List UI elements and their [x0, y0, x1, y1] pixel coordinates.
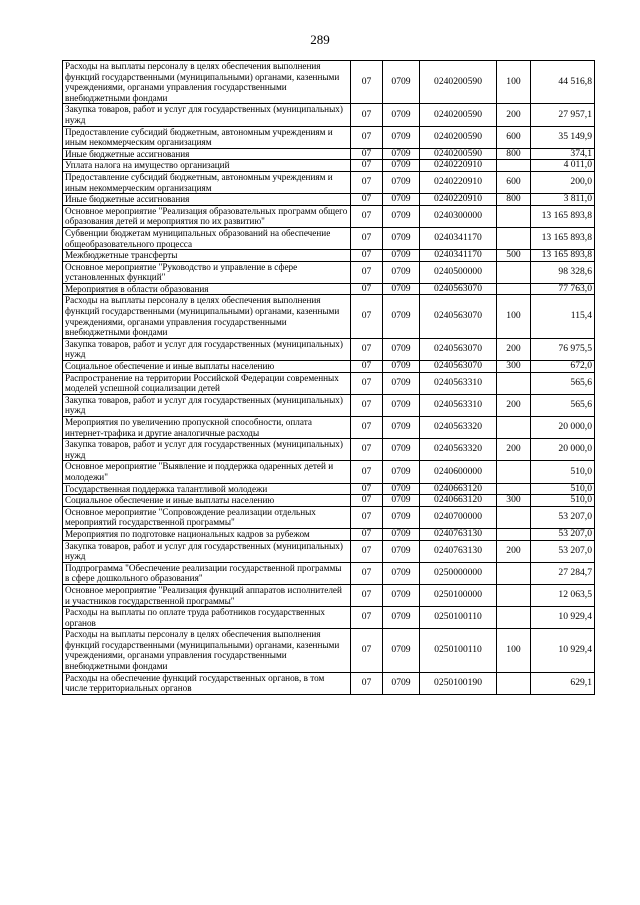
subsection-code-cell: 0709: [383, 528, 420, 540]
target-article-cell: 0250000000: [420, 562, 497, 584]
table-row: [63, 562, 595, 584]
amount-cell: 53 207,0: [531, 506, 595, 528]
table-row: [63, 205, 595, 227]
expense-name-cell: Подпрограмма "Обеспечение реализации государственной программы в сфере дошкольного образования": [63, 562, 351, 584]
subsection-code-cell: 0709: [383, 250, 420, 262]
amount-cell: 35 149,9: [531, 126, 595, 148]
target-article-cell: 0240300000: [420, 205, 497, 227]
table-row: [63, 261, 595, 283]
amount-cell: 20 000,0: [531, 417, 595, 439]
section-code-cell: 07: [351, 148, 383, 160]
table-row: [63, 148, 595, 160]
expense-type-cell: 200: [497, 338, 531, 360]
target-article-cell: 0240663120: [420, 483, 497, 495]
expense-type-cell: [497, 483, 531, 495]
section-code-cell: 07: [351, 394, 383, 416]
expense-type-cell: 100: [497, 61, 531, 104]
table-row: [63, 361, 595, 373]
table-row: [63, 439, 595, 461]
expense-name-cell: Социальное обеспечение и иные выплаты населению: [63, 361, 351, 373]
section-code-cell: 07: [351, 205, 383, 227]
expense-name-cell: Субвенции бюджетам муниципальных образований на обеспечение общеобразовательного процесса: [63, 227, 351, 249]
amount-cell: 98 328,6: [531, 261, 595, 283]
subsection-code-cell: 0709: [383, 394, 420, 416]
amount-cell: 53 207,0: [531, 528, 595, 540]
expense-name-cell: Расходы на выплаты по оплате труда работников государственных органов: [63, 607, 351, 629]
expense-type-cell: 300: [497, 495, 531, 507]
expense-type-cell: [497, 461, 531, 483]
table-row: [63, 338, 595, 360]
expense-type-cell: [497, 584, 531, 606]
amount-cell: 565,6: [531, 394, 595, 416]
expense-type-cell: [497, 528, 531, 540]
expense-name-cell: Мероприятия в области образования: [63, 283, 351, 295]
expense-type-cell: [497, 417, 531, 439]
subsection-code-cell: 0709: [383, 205, 420, 227]
subsection-code-cell: 0709: [383, 629, 420, 672]
table-row: [63, 540, 595, 562]
table-row: [63, 194, 595, 206]
section-code-cell: 07: [351, 104, 383, 126]
expense-type-cell: 600: [497, 126, 531, 148]
table-row: [63, 227, 595, 249]
target-article-cell: 0240563070: [420, 295, 497, 338]
amount-cell: 53 207,0: [531, 540, 595, 562]
table-row: [63, 61, 595, 104]
section-code-cell: 07: [351, 261, 383, 283]
amount-cell: 12 063,5: [531, 584, 595, 606]
section-code-cell: 07: [351, 194, 383, 206]
expense-name-cell: Расходы на обеспечение функций государственных органов, в том числе территориальных органов: [63, 672, 351, 694]
subsection-code-cell: 0709: [383, 461, 420, 483]
target-article-cell: 0240200590: [420, 104, 497, 126]
amount-cell: 672,0: [531, 361, 595, 373]
subsection-code-cell: 0709: [383, 171, 420, 193]
target-article-cell: 0240663120: [420, 495, 497, 507]
section-code-cell: 07: [351, 338, 383, 360]
expense-name-cell: Уплата налога на имущество организаций: [63, 160, 351, 172]
subsection-code-cell: 0709: [383, 126, 420, 148]
subsection-code-cell: 0709: [383, 261, 420, 283]
subsection-code-cell: 0709: [383, 607, 420, 629]
expense-name-cell: Социальное обеспечение и иные выплаты населению: [63, 495, 351, 507]
table-row: [63, 283, 595, 295]
section-code-cell: 07: [351, 483, 383, 495]
expense-name-cell: Закупка товаров, работ и услуг для государственных (муниципальных) нужд: [63, 439, 351, 461]
expense-name-cell: Предоставление субсидий бюджетным, автономным учреждениям и иным некоммерческим организациям: [63, 126, 351, 148]
amount-cell: 3 811,0: [531, 194, 595, 206]
target-article-cell: 0240563310: [420, 372, 497, 394]
table-row: [63, 629, 595, 672]
section-code-cell: 07: [351, 283, 383, 295]
table-row: [63, 171, 595, 193]
subsection-code-cell: 0709: [383, 540, 420, 562]
table-row: [63, 372, 595, 394]
expense-name-cell: Распространение на территории Российской Федерации современных моделей успешной социализации детей: [63, 372, 351, 394]
subsection-code-cell: 0709: [383, 562, 420, 584]
expense-type-cell: [497, 283, 531, 295]
expense-name-cell: Предоставление субсидий бюджетным, автономным учреждениям и иным некоммерческим организациям: [63, 171, 351, 193]
subsection-code-cell: 0709: [383, 672, 420, 694]
expense-type-cell: 200: [497, 104, 531, 126]
target-article-cell: 0240563070: [420, 361, 497, 373]
table-row: [63, 394, 595, 416]
expense-type-cell: [497, 205, 531, 227]
section-code-cell: 07: [351, 250, 383, 262]
target-article-cell: 0250100190: [420, 672, 497, 694]
amount-cell: 27 957,1: [531, 104, 595, 126]
expense-name-cell: Основное мероприятие "Сопровождение реализации отдельных мероприятий государственной программы": [63, 506, 351, 528]
expense-name-cell: Закупка товаров, работ и услуг для государственных (муниципальных) нужд: [63, 104, 351, 126]
target-article-cell: 0240563320: [420, 417, 497, 439]
subsection-code-cell: 0709: [383, 104, 420, 126]
target-article-cell: 0240220910: [420, 171, 497, 193]
expense-type-cell: 100: [497, 295, 531, 338]
expense-type-cell: [497, 672, 531, 694]
amount-cell: 10 929,4: [531, 629, 595, 672]
section-code-cell: 07: [351, 439, 383, 461]
amount-cell: 13 165 893,8: [531, 250, 595, 262]
expense-name-cell: Иные бюджетные ассигнования: [63, 148, 351, 160]
expense-name-cell: Основное мероприятие "Реализация функций аппаратов исполнителей и участников государственной программы": [63, 584, 351, 606]
subsection-code-cell: 0709: [383, 283, 420, 295]
amount-cell: 76 975,5: [531, 338, 595, 360]
amount-cell: 374,1: [531, 148, 595, 160]
target-article-cell: 0250100110: [420, 607, 497, 629]
target-article-cell: 0240220910: [420, 194, 497, 206]
expense-name-cell: Основное мероприятие "Руководство и управление в сфере установленных функций": [63, 261, 351, 283]
table-row: [63, 584, 595, 606]
section-code-cell: 07: [351, 584, 383, 606]
table-row: [63, 672, 595, 694]
expense-type-cell: 200: [497, 540, 531, 562]
subsection-code-cell: 0709: [383, 506, 420, 528]
target-article-cell: 0240341170: [420, 227, 497, 249]
expense-type-cell: 800: [497, 194, 531, 206]
expense-name-cell: Государственная поддержка талантливой молодежи: [63, 483, 351, 495]
expense-type-cell: [497, 227, 531, 249]
expense-name-cell: Закупка товаров, работ и услуг для государственных (муниципальных) нужд: [63, 394, 351, 416]
expense-name-cell: Мероприятия по увеличению пропускной способности, оплата интернет-трафика и другие аналогичные расходы: [63, 417, 351, 439]
budget-table: [62, 60, 595, 695]
expense-type-cell: [497, 562, 531, 584]
amount-cell: 565,6: [531, 372, 595, 394]
section-code-cell: 07: [351, 361, 383, 373]
target-article-cell: 0240500000: [420, 261, 497, 283]
section-code-cell: 07: [351, 528, 383, 540]
section-code-cell: 07: [351, 160, 383, 172]
section-code-cell: 07: [351, 417, 383, 439]
page-number: 289: [310, 32, 330, 47]
section-code-cell: 07: [351, 227, 383, 249]
expense-name-cell: Иные бюджетные ассигнования: [63, 194, 351, 206]
target-article-cell: 0240700000: [420, 506, 497, 528]
table-row: [63, 417, 595, 439]
expense-name-cell: Основное мероприятие "Выявление и поддержка одаренных детей и молодежи": [63, 461, 351, 483]
subsection-code-cell: 0709: [383, 295, 420, 338]
amount-cell: 4 011,0: [531, 160, 595, 172]
table-row: [63, 250, 595, 262]
table-row: [63, 126, 595, 148]
target-article-cell: 0240200590: [420, 148, 497, 160]
table-row: [63, 607, 595, 629]
table-row: [63, 495, 595, 507]
expense-name-cell: Основное мероприятие "Реализация образовательных программ общего образования детей и мероприятия по их развитию": [63, 205, 351, 227]
expense-type-cell: 100: [497, 629, 531, 672]
expense-type-cell: [497, 607, 531, 629]
amount-cell: 13 165 893,8: [531, 205, 595, 227]
expense-type-cell: 600: [497, 171, 531, 193]
section-code-cell: 07: [351, 61, 383, 104]
amount-cell: 27 284,7: [531, 562, 595, 584]
subsection-code-cell: 0709: [383, 361, 420, 373]
target-article-cell: 0240341170: [420, 250, 497, 262]
section-code-cell: 07: [351, 672, 383, 694]
target-article-cell: 0240220910: [420, 160, 497, 172]
expense-type-cell: [497, 160, 531, 172]
subsection-code-cell: 0709: [383, 495, 420, 507]
section-code-cell: 07: [351, 607, 383, 629]
table-row: [63, 104, 595, 126]
expense-name-cell: Закупка товаров, работ и услуг для государственных (муниципальных) нужд: [63, 540, 351, 562]
table-row: [63, 506, 595, 528]
target-article-cell: 0240200590: [420, 126, 497, 148]
amount-cell: 20 000,0: [531, 439, 595, 461]
subsection-code-cell: 0709: [383, 61, 420, 104]
subsection-code-cell: 0709: [383, 417, 420, 439]
table-row: [63, 160, 595, 172]
amount-cell: 44 516,8: [531, 61, 595, 104]
subsection-code-cell: 0709: [383, 194, 420, 206]
expense-type-cell: 200: [497, 439, 531, 461]
target-article-cell: 0240763130: [420, 540, 497, 562]
subsection-code-cell: 0709: [383, 160, 420, 172]
subsection-code-cell: 0709: [383, 227, 420, 249]
budget-table-body: [63, 61, 595, 695]
expense-name-cell: Мероприятия по подготовке национальных кадров за рубежом: [63, 528, 351, 540]
amount-cell: 510,0: [531, 495, 595, 507]
section-code-cell: 07: [351, 506, 383, 528]
target-article-cell: 0240563070: [420, 283, 497, 295]
target-article-cell: 0250100000: [420, 584, 497, 606]
expense-type-cell: [497, 506, 531, 528]
target-article-cell: 0250100110: [420, 629, 497, 672]
section-code-cell: 07: [351, 495, 383, 507]
expense-type-cell: 300: [497, 361, 531, 373]
amount-cell: 13 165 893,8: [531, 227, 595, 249]
amount-cell: 200,0: [531, 171, 595, 193]
table-row: [63, 528, 595, 540]
amount-cell: 510,0: [531, 483, 595, 495]
amount-cell: 115,4: [531, 295, 595, 338]
table-row: [63, 295, 595, 338]
table-row: [63, 483, 595, 495]
section-code-cell: 07: [351, 461, 383, 483]
table-row: [63, 461, 595, 483]
section-code-cell: 07: [351, 126, 383, 148]
amount-cell: 77 763,0: [531, 283, 595, 295]
expense-type-cell: 200: [497, 394, 531, 416]
target-article-cell: 0240563070: [420, 338, 497, 360]
target-article-cell: 0240763130: [420, 528, 497, 540]
subsection-code-cell: 0709: [383, 148, 420, 160]
amount-cell: 629,1: [531, 672, 595, 694]
section-code-cell: 07: [351, 562, 383, 584]
expense-type-cell: 500: [497, 250, 531, 262]
target-article-cell: 0240600000: [420, 461, 497, 483]
section-code-cell: 07: [351, 372, 383, 394]
expense-name-cell: Закупка товаров, работ и услуг для государственных (муниципальных) нужд: [63, 338, 351, 360]
section-code-cell: 07: [351, 295, 383, 338]
target-article-cell: 0240563310: [420, 394, 497, 416]
subsection-code-cell: 0709: [383, 584, 420, 606]
section-code-cell: 07: [351, 540, 383, 562]
expense-type-cell: 800: [497, 148, 531, 160]
subsection-code-cell: 0709: [383, 439, 420, 461]
target-article-cell: 0240200590: [420, 61, 497, 104]
amount-cell: 10 929,4: [531, 607, 595, 629]
expense-name-cell: Расходы на выплаты персоналу в целях обеспечения выполнения функций государственными (муниципальными) органами, казенными учреждениями, органами управления государственными внебюджетными фондами: [63, 295, 351, 338]
section-code-cell: 07: [351, 171, 383, 193]
amount-cell: 510,0: [531, 461, 595, 483]
expense-name-cell: Межбюджетные трансферты: [63, 250, 351, 262]
subsection-code-cell: 0709: [383, 483, 420, 495]
target-article-cell: 0240563320: [420, 439, 497, 461]
subsection-code-cell: 0709: [383, 372, 420, 394]
subsection-code-cell: 0709: [383, 338, 420, 360]
expense-type-cell: [497, 372, 531, 394]
expense-type-cell: [497, 261, 531, 283]
expense-name-cell: Расходы на выплаты персоналу в целях обеспечения выполнения функций государственными (муниципальными) органами, казенными учреждениями, органами управления государственными внебюджетными фондами: [63, 61, 351, 104]
section-code-cell: 07: [351, 629, 383, 672]
expense-name-cell: Расходы на выплаты персоналу в целях обеспечения выполнения функций государственными (муниципальными) органами, казенными учреждениями, органами управления государственными внебюджетными фондами: [63, 629, 351, 672]
